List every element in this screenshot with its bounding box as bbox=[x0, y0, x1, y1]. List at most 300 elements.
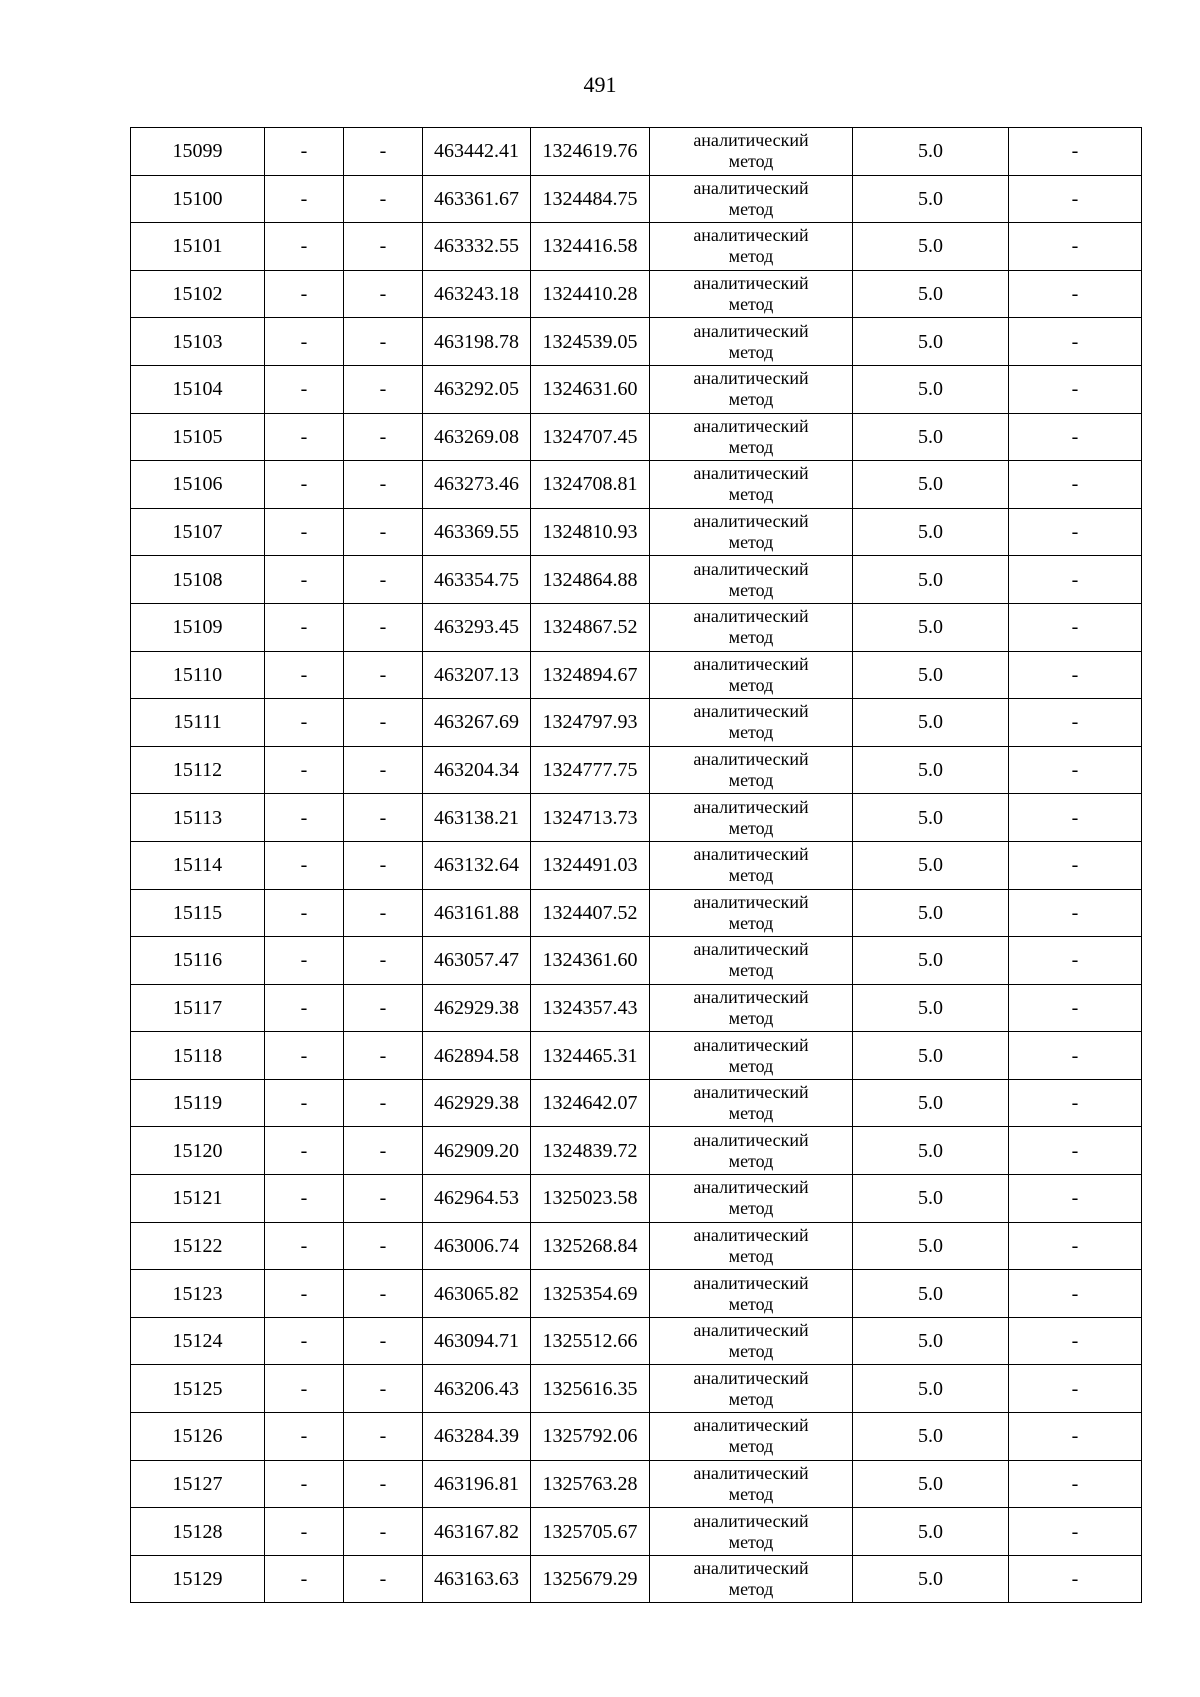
y-coordinate-cell: 1324416.58 bbox=[531, 223, 650, 271]
empty-cell-1: - bbox=[265, 556, 344, 604]
description-cell: - bbox=[1009, 1555, 1142, 1603]
y-coordinate-cell: 1324708.81 bbox=[531, 461, 650, 509]
accuracy-cell: 5.0 bbox=[853, 365, 1009, 413]
empty-cell-2: - bbox=[344, 1413, 423, 1461]
method-line-1: аналитический bbox=[693, 1415, 809, 1436]
method-line-2: метод bbox=[728, 341, 774, 362]
empty-cell-1: - bbox=[265, 508, 344, 556]
x-coordinate-cell: 462909.20 bbox=[423, 1127, 531, 1175]
method-cell bbox=[650, 1508, 853, 1556]
method-line-2: метод bbox=[728, 960, 774, 981]
method-line-1: аналитический bbox=[693, 1224, 809, 1245]
empty-cell-2: - bbox=[344, 413, 423, 461]
point-number-cell: 15106 bbox=[131, 461, 265, 509]
table-row bbox=[131, 1460, 1142, 1508]
x-coordinate-cell: 463006.74 bbox=[423, 1222, 531, 1270]
y-coordinate-cell: 1324707.45 bbox=[531, 413, 650, 461]
empty-cell-1: - bbox=[265, 699, 344, 747]
method-line-2: метод bbox=[728, 389, 774, 410]
method-cell bbox=[650, 1460, 853, 1508]
point-number-cell: 15126 bbox=[131, 1413, 265, 1461]
method-line-1: аналитический bbox=[693, 891, 809, 912]
method-cell bbox=[650, 1270, 853, 1318]
method-cell bbox=[650, 175, 853, 223]
table-row bbox=[131, 413, 1142, 461]
point-number-cell: 15107 bbox=[131, 508, 265, 556]
empty-cell-1: - bbox=[265, 1270, 344, 1318]
table-row bbox=[131, 1508, 1142, 1556]
point-number-cell: 15108 bbox=[131, 556, 265, 604]
point-number-cell: 15102 bbox=[131, 270, 265, 318]
empty-cell-2: - bbox=[344, 1555, 423, 1603]
method-line-1: аналитический bbox=[693, 463, 809, 484]
method-cell bbox=[650, 556, 853, 604]
method-line-2: метод bbox=[728, 579, 774, 600]
empty-cell-2: - bbox=[344, 841, 423, 889]
method-cell bbox=[650, 794, 853, 842]
y-coordinate-cell: 1325616.35 bbox=[531, 1365, 650, 1413]
method-line-1: аналитический bbox=[693, 986, 809, 1007]
method-line-2: метод bbox=[728, 912, 774, 933]
empty-cell-1: - bbox=[265, 1508, 344, 1556]
accuracy-cell: 5.0 bbox=[853, 937, 1009, 985]
accuracy-cell: 5.0 bbox=[853, 1460, 1009, 1508]
table-row bbox=[131, 223, 1142, 271]
table-row bbox=[131, 556, 1142, 604]
method-cell bbox=[650, 223, 853, 271]
x-coordinate-cell: 463057.47 bbox=[423, 937, 531, 985]
method-line-2: метод bbox=[728, 1341, 774, 1362]
x-coordinate-cell: 463196.81 bbox=[423, 1460, 531, 1508]
x-coordinate-cell: 463138.21 bbox=[423, 794, 531, 842]
empty-cell-1: - bbox=[265, 1175, 344, 1223]
method-line-1: аналитический bbox=[693, 225, 809, 246]
method-line-1: аналитический bbox=[693, 1034, 809, 1055]
description-cell: - bbox=[1009, 746, 1142, 794]
x-coordinate-cell: 463269.08 bbox=[423, 413, 531, 461]
table-row bbox=[131, 1222, 1142, 1270]
y-coordinate-cell: 1324894.67 bbox=[531, 651, 650, 699]
y-coordinate-cell: 1324484.75 bbox=[531, 175, 650, 223]
method-cell bbox=[650, 937, 853, 985]
table-row bbox=[131, 794, 1142, 842]
table-row bbox=[131, 1032, 1142, 1080]
x-coordinate-cell: 463243.18 bbox=[423, 270, 531, 318]
method-line-2: метод bbox=[728, 294, 774, 315]
y-coordinate-cell: 1324797.93 bbox=[531, 699, 650, 747]
description-cell: - bbox=[1009, 1222, 1142, 1270]
accuracy-cell: 5.0 bbox=[853, 841, 1009, 889]
description-cell: - bbox=[1009, 889, 1142, 937]
description-cell: - bbox=[1009, 175, 1142, 223]
table-row bbox=[131, 1555, 1142, 1603]
method-line-1: аналитический bbox=[693, 273, 809, 294]
empty-cell-1: - bbox=[265, 461, 344, 509]
method-line-1: аналитический bbox=[693, 939, 809, 960]
point-number-cell: 15120 bbox=[131, 1127, 265, 1175]
table-row bbox=[131, 1079, 1142, 1127]
y-coordinate-cell: 1325763.28 bbox=[531, 1460, 650, 1508]
empty-cell-1: - bbox=[265, 1032, 344, 1080]
description-cell: - bbox=[1009, 1032, 1142, 1080]
empty-cell-2: - bbox=[344, 365, 423, 413]
method-line-2: метод bbox=[728, 1483, 774, 1504]
empty-cell-1: - bbox=[265, 937, 344, 985]
empty-cell-2: - bbox=[344, 556, 423, 604]
point-number-cell: 15116 bbox=[131, 937, 265, 985]
empty-cell-2: - bbox=[344, 223, 423, 271]
y-coordinate-cell: 1325023.58 bbox=[531, 1175, 650, 1223]
empty-cell-2: - bbox=[344, 270, 423, 318]
empty-cell-1: - bbox=[265, 746, 344, 794]
method-line-1: аналитический bbox=[693, 606, 809, 627]
empty-cell-2: - bbox=[344, 461, 423, 509]
empty-cell-2: - bbox=[344, 746, 423, 794]
method-cell bbox=[650, 270, 853, 318]
y-coordinate-cell: 1324491.03 bbox=[531, 841, 650, 889]
table-row bbox=[131, 1413, 1142, 1461]
description-cell: - bbox=[1009, 318, 1142, 366]
empty-cell-1: - bbox=[265, 1222, 344, 1270]
empty-cell-1: - bbox=[265, 1460, 344, 1508]
point-number-cell: 15113 bbox=[131, 794, 265, 842]
table-row bbox=[131, 461, 1142, 509]
x-coordinate-cell: 463132.64 bbox=[423, 841, 531, 889]
y-coordinate-cell: 1324777.75 bbox=[531, 746, 650, 794]
y-coordinate-cell: 1324357.43 bbox=[531, 984, 650, 1032]
accuracy-cell: 5.0 bbox=[853, 556, 1009, 604]
description-cell: - bbox=[1009, 794, 1142, 842]
point-number-cell: 15122 bbox=[131, 1222, 265, 1270]
x-coordinate-cell: 463369.55 bbox=[423, 508, 531, 556]
empty-cell-1: - bbox=[265, 1365, 344, 1413]
method-cell bbox=[650, 1222, 853, 1270]
method-cell bbox=[650, 889, 853, 937]
accuracy-cell: 5.0 bbox=[853, 794, 1009, 842]
description-cell: - bbox=[1009, 841, 1142, 889]
table-row bbox=[131, 699, 1142, 747]
description-cell: - bbox=[1009, 1508, 1142, 1556]
empty-cell-2: - bbox=[344, 1222, 423, 1270]
page-number: 491 bbox=[583, 72, 617, 97]
description-cell: - bbox=[1009, 1079, 1142, 1127]
point-number-cell: 15105 bbox=[131, 413, 265, 461]
description-cell: - bbox=[1009, 1317, 1142, 1365]
table-row bbox=[131, 128, 1142, 176]
method-line-2: метод bbox=[728, 1198, 774, 1219]
empty-cell-2: - bbox=[344, 1127, 423, 1175]
method-line-2: метод bbox=[728, 1055, 774, 1076]
empty-cell-1: - bbox=[265, 1317, 344, 1365]
y-coordinate-cell: 1324410.28 bbox=[531, 270, 650, 318]
y-coordinate-cell: 1324631.60 bbox=[531, 365, 650, 413]
accuracy-cell: 5.0 bbox=[853, 699, 1009, 747]
empty-cell-1: - bbox=[265, 318, 344, 366]
x-coordinate-cell: 463163.63 bbox=[423, 1555, 531, 1603]
accuracy-cell: 5.0 bbox=[853, 270, 1009, 318]
empty-cell-1: - bbox=[265, 1127, 344, 1175]
y-coordinate-cell: 1324864.88 bbox=[531, 556, 650, 604]
method-line-1: аналитический bbox=[693, 1510, 809, 1531]
description-cell: - bbox=[1009, 128, 1142, 176]
x-coordinate-cell: 463094.71 bbox=[423, 1317, 531, 1365]
empty-cell-2: - bbox=[344, 1032, 423, 1080]
table-row bbox=[131, 1317, 1142, 1365]
method-cell bbox=[650, 1127, 853, 1175]
accuracy-cell: 5.0 bbox=[853, 1175, 1009, 1223]
x-coordinate-cell: 463161.88 bbox=[423, 889, 531, 937]
method-cell bbox=[650, 1032, 853, 1080]
method-line-2: метод bbox=[728, 1103, 774, 1124]
empty-cell-2: - bbox=[344, 1365, 423, 1413]
empty-cell-2: - bbox=[344, 318, 423, 366]
method-line-2: метод bbox=[728, 1245, 774, 1266]
method-line-1: аналитический bbox=[693, 749, 809, 770]
accuracy-cell: 5.0 bbox=[853, 1365, 1009, 1413]
method-cell bbox=[650, 1365, 853, 1413]
table-row bbox=[131, 746, 1142, 794]
method-line-2: метод bbox=[728, 770, 774, 791]
point-number-cell: 15103 bbox=[131, 318, 265, 366]
empty-cell-2: - bbox=[344, 1079, 423, 1127]
method-line-1: аналитический bbox=[693, 1129, 809, 1150]
method-line-1: аналитический bbox=[693, 1367, 809, 1388]
empty-cell-1: - bbox=[265, 794, 344, 842]
empty-cell-1: - bbox=[265, 270, 344, 318]
table-row bbox=[131, 175, 1142, 223]
accuracy-cell: 5.0 bbox=[853, 1413, 1009, 1461]
table-row bbox=[131, 651, 1142, 699]
y-coordinate-cell: 1324465.31 bbox=[531, 1032, 650, 1080]
x-coordinate-cell: 463204.34 bbox=[423, 746, 531, 794]
empty-cell-1: - bbox=[265, 841, 344, 889]
empty-cell-1: - bbox=[265, 1413, 344, 1461]
method-line-2: метод bbox=[728, 532, 774, 553]
method-line-1: аналитический bbox=[693, 844, 809, 865]
point-number-cell: 15127 bbox=[131, 1460, 265, 1508]
table-body bbox=[131, 128, 1142, 1603]
method-cell bbox=[650, 1317, 853, 1365]
method-cell bbox=[650, 984, 853, 1032]
accuracy-cell: 5.0 bbox=[853, 175, 1009, 223]
empty-cell-1: - bbox=[265, 1079, 344, 1127]
point-number-cell: 15117 bbox=[131, 984, 265, 1032]
description-cell: - bbox=[1009, 365, 1142, 413]
y-coordinate-cell: 1324810.93 bbox=[531, 508, 650, 556]
point-number-cell: 15115 bbox=[131, 889, 265, 937]
y-coordinate-cell: 1324619.76 bbox=[531, 128, 650, 176]
method-line-2: метод bbox=[728, 674, 774, 695]
y-coordinate-cell: 1325354.69 bbox=[531, 1270, 650, 1318]
point-number-cell: 15114 bbox=[131, 841, 265, 889]
empty-cell-2: - bbox=[344, 889, 423, 937]
point-number-cell: 15129 bbox=[131, 1555, 265, 1603]
method-line-1: аналитический bbox=[693, 653, 809, 674]
accuracy-cell: 5.0 bbox=[853, 889, 1009, 937]
method-line-1: аналитический bbox=[693, 130, 809, 151]
point-number-cell: 15119 bbox=[131, 1079, 265, 1127]
y-coordinate-cell: 1325792.06 bbox=[531, 1413, 650, 1461]
accuracy-cell: 5.0 bbox=[853, 1079, 1009, 1127]
method-line-2: метод bbox=[728, 722, 774, 743]
table-row bbox=[131, 270, 1142, 318]
empty-cell-1: - bbox=[265, 1555, 344, 1603]
method-cell bbox=[650, 699, 853, 747]
point-number-cell: 15104 bbox=[131, 365, 265, 413]
method-line-2: метод bbox=[728, 1579, 774, 1600]
method-cell bbox=[650, 1413, 853, 1461]
empty-cell-2: - bbox=[344, 1508, 423, 1556]
point-number-cell: 15125 bbox=[131, 1365, 265, 1413]
description-cell: - bbox=[1009, 270, 1142, 318]
x-coordinate-cell: 463442.41 bbox=[423, 128, 531, 176]
method-cell bbox=[650, 1555, 853, 1603]
x-coordinate-cell: 463267.69 bbox=[423, 699, 531, 747]
empty-cell-1: - bbox=[265, 651, 344, 699]
x-coordinate-cell: 463065.82 bbox=[423, 1270, 531, 1318]
accuracy-cell: 5.0 bbox=[853, 984, 1009, 1032]
method-line-2: метод bbox=[728, 1150, 774, 1171]
method-line-1: аналитический bbox=[693, 1272, 809, 1293]
y-coordinate-cell: 1324713.73 bbox=[531, 794, 650, 842]
point-number-cell: 15110 bbox=[131, 651, 265, 699]
accuracy-cell: 5.0 bbox=[853, 1555, 1009, 1603]
method-line-1: аналитический bbox=[693, 796, 809, 817]
y-coordinate-cell: 1325512.66 bbox=[531, 1317, 650, 1365]
table-row bbox=[131, 1127, 1142, 1175]
accuracy-cell: 5.0 bbox=[853, 223, 1009, 271]
method-line-1: аналитический bbox=[693, 1462, 809, 1483]
empty-cell-1: - bbox=[265, 175, 344, 223]
empty-cell-2: - bbox=[344, 699, 423, 747]
method-line-2: метод bbox=[728, 436, 774, 457]
method-cell bbox=[650, 651, 853, 699]
description-cell: - bbox=[1009, 223, 1142, 271]
empty-cell-2: - bbox=[344, 1317, 423, 1365]
empty-cell-1: - bbox=[265, 889, 344, 937]
empty-cell-1: - bbox=[265, 223, 344, 271]
table-row bbox=[131, 984, 1142, 1032]
empty-cell-1: - bbox=[265, 413, 344, 461]
accuracy-cell: 5.0 bbox=[853, 1032, 1009, 1080]
method-line-1: аналитический bbox=[693, 320, 809, 341]
method-line-2: метод bbox=[728, 198, 774, 219]
empty-cell-2: - bbox=[344, 1460, 423, 1508]
table-row bbox=[131, 1270, 1142, 1318]
y-coordinate-cell: 1325679.29 bbox=[531, 1555, 650, 1603]
method-cell bbox=[650, 1079, 853, 1127]
description-cell: - bbox=[1009, 699, 1142, 747]
method-cell bbox=[650, 365, 853, 413]
y-coordinate-cell: 1324539.05 bbox=[531, 318, 650, 366]
method-line-2: метод bbox=[728, 865, 774, 886]
accuracy-cell: 5.0 bbox=[853, 461, 1009, 509]
description-cell: - bbox=[1009, 413, 1142, 461]
description-cell: - bbox=[1009, 508, 1142, 556]
point-number-cell: 15100 bbox=[131, 175, 265, 223]
table-row bbox=[131, 1175, 1142, 1223]
point-number-cell: 15112 bbox=[131, 746, 265, 794]
y-coordinate-cell: 1324361.60 bbox=[531, 937, 650, 985]
x-coordinate-cell: 462929.38 bbox=[423, 984, 531, 1032]
method-line-1: аналитический bbox=[693, 558, 809, 579]
description-cell: - bbox=[1009, 603, 1142, 651]
method-line-2: метод bbox=[728, 151, 774, 172]
point-number-cell: 15099 bbox=[131, 128, 265, 176]
method-line-2: метод bbox=[728, 484, 774, 505]
method-line-2: метод bbox=[728, 1293, 774, 1314]
table-row bbox=[131, 365, 1142, 413]
x-coordinate-cell: 463354.75 bbox=[423, 556, 531, 604]
description-cell: - bbox=[1009, 1460, 1142, 1508]
point-number-cell: 15124 bbox=[131, 1317, 265, 1365]
y-coordinate-cell: 1324642.07 bbox=[531, 1079, 650, 1127]
method-cell bbox=[650, 413, 853, 461]
method-line-1: аналитический bbox=[693, 1558, 809, 1579]
x-coordinate-cell: 462929.38 bbox=[423, 1079, 531, 1127]
empty-cell-1: - bbox=[265, 128, 344, 176]
description-cell: - bbox=[1009, 1413, 1142, 1461]
table-row bbox=[131, 508, 1142, 556]
accuracy-cell: 5.0 bbox=[853, 1270, 1009, 1318]
accuracy-cell: 5.0 bbox=[853, 1508, 1009, 1556]
point-number-cell: 15101 bbox=[131, 223, 265, 271]
accuracy-cell: 5.0 bbox=[853, 746, 1009, 794]
accuracy-cell: 5.0 bbox=[853, 508, 1009, 556]
point-number-cell: 15118 bbox=[131, 1032, 265, 1080]
empty-cell-1: - bbox=[265, 984, 344, 1032]
y-coordinate-cell: 1325705.67 bbox=[531, 1508, 650, 1556]
x-coordinate-cell: 463207.13 bbox=[423, 651, 531, 699]
x-coordinate-cell: 463198.78 bbox=[423, 318, 531, 366]
empty-cell-1: - bbox=[265, 603, 344, 651]
x-coordinate-cell: 463293.45 bbox=[423, 603, 531, 651]
y-coordinate-cell: 1324839.72 bbox=[531, 1127, 650, 1175]
table-row bbox=[131, 318, 1142, 366]
accuracy-cell: 5.0 bbox=[853, 1222, 1009, 1270]
method-cell bbox=[650, 841, 853, 889]
method-line-2: метод bbox=[728, 1531, 774, 1552]
method-line-1: аналитический bbox=[693, 368, 809, 389]
x-coordinate-cell: 463292.05 bbox=[423, 365, 531, 413]
method-line-1: аналитический bbox=[693, 415, 809, 436]
empty-cell-2: - bbox=[344, 508, 423, 556]
point-number-cell: 15123 bbox=[131, 1270, 265, 1318]
x-coordinate-cell: 463361.67 bbox=[423, 175, 531, 223]
method-line-2: метод bbox=[728, 1007, 774, 1028]
accuracy-cell: 5.0 bbox=[853, 651, 1009, 699]
description-cell: - bbox=[1009, 1175, 1142, 1223]
method-line-1: аналитический bbox=[693, 1082, 809, 1103]
empty-cell-2: - bbox=[344, 937, 423, 985]
method-cell bbox=[650, 1175, 853, 1223]
method-line-1: аналитический bbox=[693, 1320, 809, 1341]
method-line-2: метод bbox=[728, 1436, 774, 1457]
empty-cell-2: - bbox=[344, 128, 423, 176]
empty-cell-2: - bbox=[344, 1175, 423, 1223]
accuracy-cell: 5.0 bbox=[853, 318, 1009, 366]
method-line-1: аналитический bbox=[693, 701, 809, 722]
method-cell bbox=[650, 746, 853, 794]
empty-cell-2: - bbox=[344, 175, 423, 223]
empty-cell-2: - bbox=[344, 603, 423, 651]
point-number-cell: 15128 bbox=[131, 1508, 265, 1556]
x-coordinate-cell: 463284.39 bbox=[423, 1413, 531, 1461]
method-line-2: метод bbox=[728, 1388, 774, 1409]
x-coordinate-cell: 463273.46 bbox=[423, 461, 531, 509]
description-cell: - bbox=[1009, 651, 1142, 699]
description-cell: - bbox=[1009, 937, 1142, 985]
